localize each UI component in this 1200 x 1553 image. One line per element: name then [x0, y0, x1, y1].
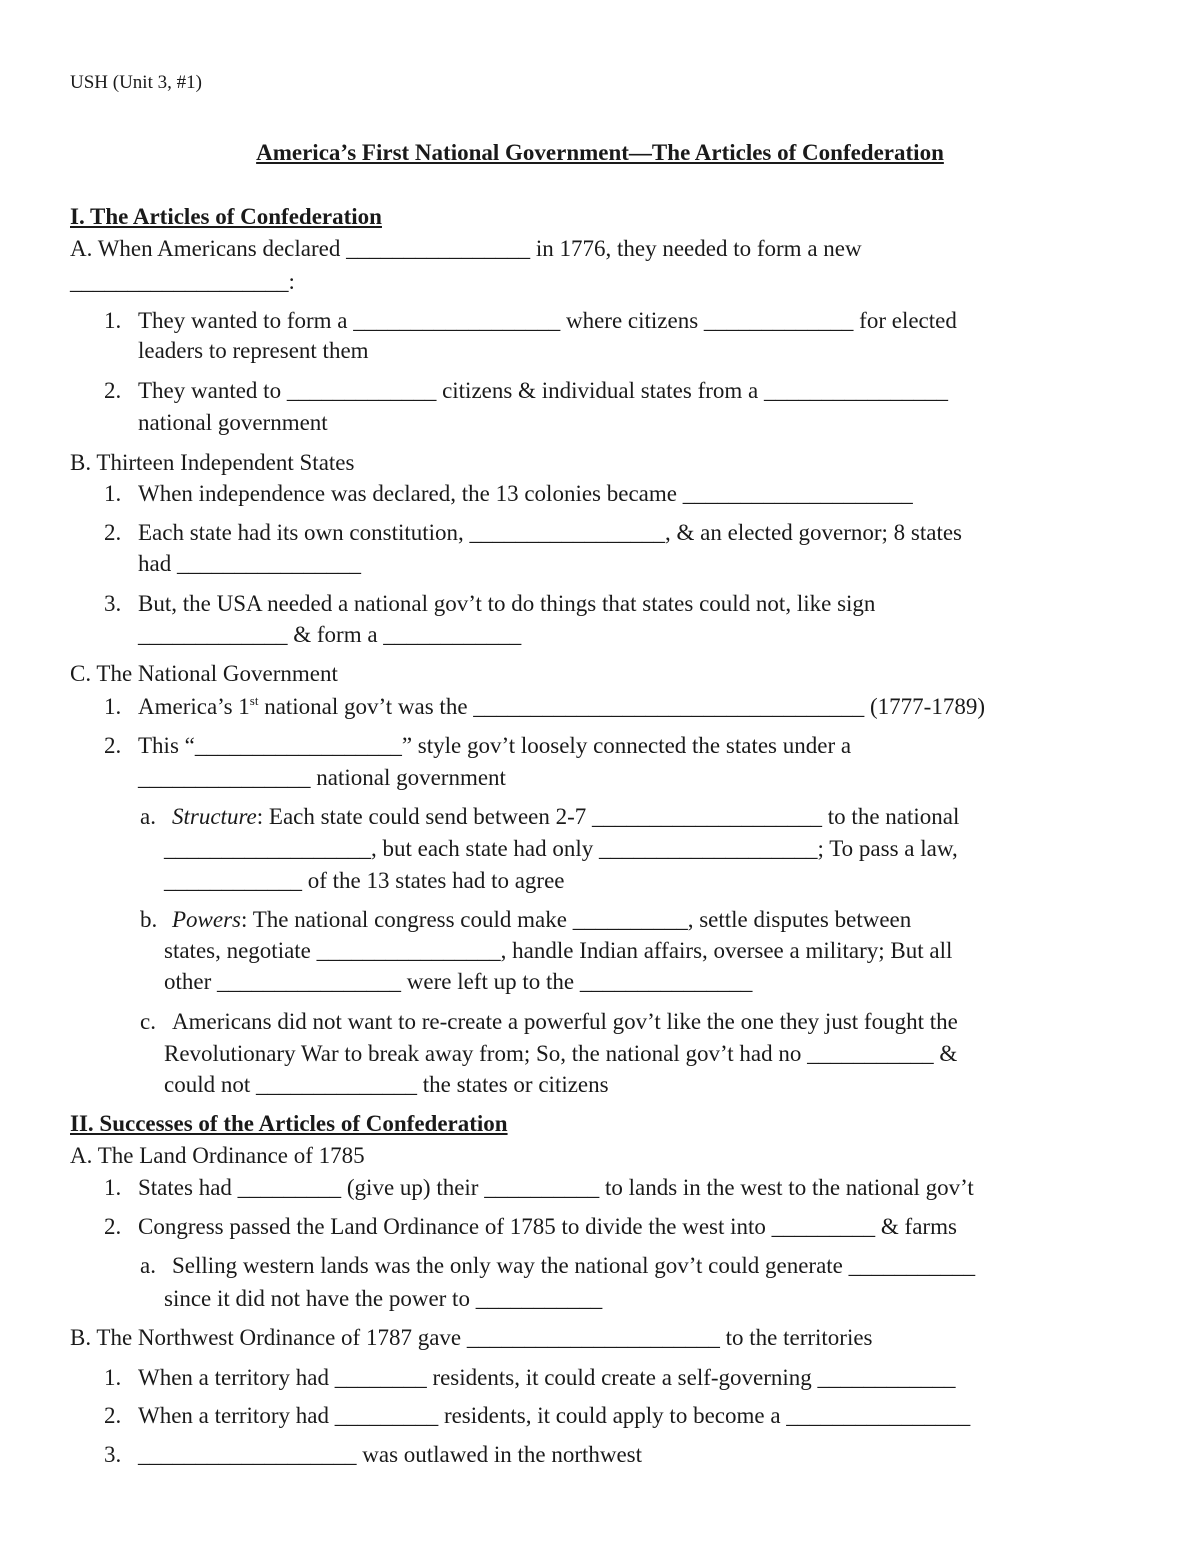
- subsection-heading: C. The National Government: [70, 661, 338, 686]
- section-1-a-line: A. When Americans declared ________________ in 1776, they needed to form a new: [70, 236, 862, 261]
- list-item: 2. This “__________________” style gov’t loosely connected the states under a: [104, 733, 852, 758]
- sub-item-continuation: ____________ of the 13 states had to agree: [164, 868, 565, 893]
- list-item-continuation: _______________ national government: [138, 765, 506, 790]
- list-item: 2. When a territory had _________ residents, it could apply to become a ________________: [104, 1403, 971, 1428]
- section-1-heading: I. The Articles of Confederation: [70, 204, 382, 229]
- list-item: 2. They wanted to _____________ citizens & individual states from a ________________: [104, 378, 948, 403]
- list-item-continuation: _____________ & form a ____________: [138, 622, 522, 647]
- list-item: 1. America’s 1st national gov’t was the __________________________________ (1777-1789): [104, 693, 986, 719]
- section-2-heading: II. Successes of the Articles of Confederation: [70, 1111, 508, 1136]
- subsection-heading: A. The Land Ordinance of 1785: [70, 1143, 365, 1168]
- sub-item-continuation: could not ______________ the states or citizens: [164, 1072, 609, 1097]
- list-item-continuation: national government: [138, 410, 328, 435]
- list-item: 3. ___________________ was outlawed in the northwest: [104, 1442, 643, 1467]
- sub-item: c. Americans did not want to re-create a powerful gov’t like the one they just fought the: [140, 1009, 958, 1034]
- list-item-continuation: leaders to represent them: [138, 338, 369, 363]
- list-item: 2. Each state had its own constitution, _________________, & an elected governor; 8 states: [104, 520, 963, 545]
- list-item-continuation: had ________________: [138, 551, 361, 576]
- list-item: 3. But, the USA needed a national gov’t to do things that states could not, like sign: [104, 591, 876, 616]
- sub-item-continuation: since it did not have the power to ___________: [164, 1286, 603, 1311]
- subsection-heading: B. Thirteen Independent States: [70, 450, 355, 475]
- list-item: 1. States had _________ (give up) their __________ to lands in the west to the national gov’t: [104, 1175, 974, 1200]
- header-label: USH (Unit 3, #1): [70, 72, 202, 93]
- sub-item: a. Structure: Each state could send between 2-7 ____________________ to the national: [140, 804, 960, 829]
- list-item: 2. Congress passed the Land Ordinance of 1785 to divide the west into _________ & farms: [104, 1214, 957, 1239]
- sub-item-continuation: __________________, but each state had only ___________________; To pass a law,: [164, 836, 958, 861]
- page-title: America’s First National Government—The Articles of Confederation: [256, 140, 944, 165]
- list-item: 1. When a territory had ________ residents, it could create a self-governing ____________: [104, 1365, 956, 1390]
- subsection-heading: B. The Northwest Ordinance of 1787 gave ______________________ to the territories: [70, 1325, 873, 1350]
- sub-item: b. Powers: The national congress could make __________, settle disputes between: [140, 907, 912, 932]
- list-item: 1. They wanted to form a __________________ where citizens _____________ for elected: [104, 308, 957, 333]
- list-item: 1. When independence was declared, the 13 colonies became ____________________: [104, 481, 913, 506]
- sub-item-continuation: Revolutionary War to break away from; So, the national gov’t had no ___________ &: [164, 1041, 958, 1066]
- sub-item: a. Selling western lands was the only way the national gov’t could generate ___________: [140, 1253, 976, 1278]
- sub-item-continuation: states, negotiate ________________, handle Indian affairs, oversee a military; But all: [164, 938, 953, 963]
- sub-item-continuation: other ________________ were left up to the _______________: [164, 969, 753, 994]
- section-1-a-line: ___________________:: [70, 269, 295, 294]
